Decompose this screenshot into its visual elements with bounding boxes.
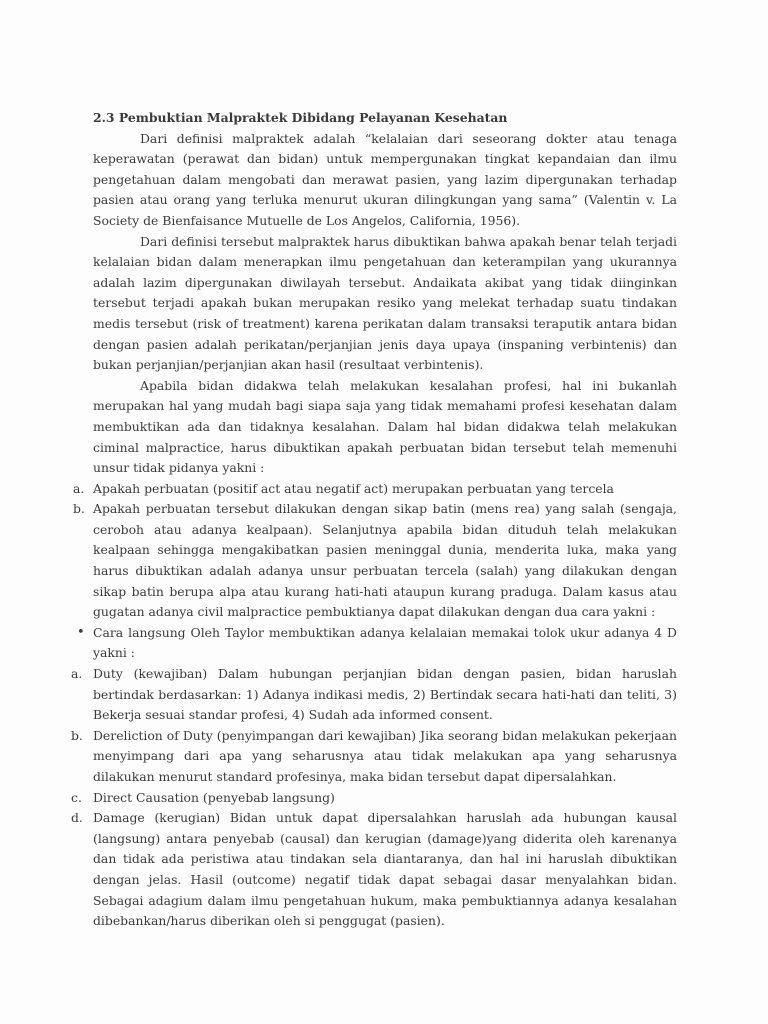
sublist-item-c [71,788,677,809]
document-content [71,108,677,932]
list-marker: d. [71,810,83,826]
list-marker: b. [71,727,83,743]
sublist-item-b [71,726,677,788]
list-text: Duty (kewajiban) Dalam hubungan perjanjian bidan dengan pasien, bidan haruslah bertindak berdasarkan: 1) Adanya indikasi medis, 2) Bertindak secara hati-hati dan teliti, 3) Bekerja sesuai standar profesi, 4) Sudah ada informed consent. [93,666,677,723]
list-item-a [73,479,677,500]
list-marker: a. [71,666,83,682]
list-item-b [73,499,677,623]
sublist-item-d [71,808,677,932]
list-text: Apakah perbuatan (positif act atau negatif act) merupakan perbuatan yang tercela [93,480,614,496]
list-text: Damage (kerugian) Bidan untuk dapat dipersalahkan haruslah ada hubungan kausal (langsung) antara penyebab (causal) dan kerugian (damage)yang diderita oleh karenanya dan tidak ada peristiwa atau tindakan sela diantaranya, dan hal ini haruslah dibuktikan dengan jelas. Hasil (outcome) negatif tidak dapat sebagai dasar menyalahkan bidan. Sebagai adagium dalam ilmu pengetahuan hukum, maka pembuktiannya adanya kesalahan dibebankan/harus diberikan oleh si penggugat (pasien). [93,810,677,929]
paragraph-1: Dari definisi malpraktek adalah “kelalaian dari seseorang dokter atau tenaga keperawatan (perawat dan bidan) untuk mempergunakan tingkat kepandaian dan ilmu pengetahuan dalam mengobati dan merawat pasien, yang lazim dipergunakan terhadap pasien atau orang yang terluka menurut ukuran dilingkungan yang sama” (Valentin v. La Society de Bienfaisance Mutuelle de Los Angelos, California, 1956). [93,130,677,228]
list-text: Dereliction of Duty (penyimpangan dari kewajiban) Jika seorang bidan melakukan pekerjaan menyimpang dari apa yang seharusnya atau tidak melakukan apa yang seharusnya dilakukan menurut standard profesinya, maka bidan tersebut dapat dipersalahkan. [93,727,677,784]
bullet-item [77,623,677,664]
list-marker: c. [71,789,82,805]
paragraph-3: Apabila bidan didakwa telah melakukan kesalahan profesi, hal ini bukanlah merupakan hal yang mudah bagi siapa saja yang tidak memahami profesi kesehatan dalam membuktikan ada dan tidaknya kesalahan. Dalam hal bidan didakwa telah melakukan ciminal malpractice, harus dibuktikan apakah perbuatan bidan tersebut telah memenuhi unsur tidak pidanya yakni : [93,377,677,476]
bullet-text: Cara langsung Oleh Taylor membuktikan adanya kelalaian memakai tolok ukur adanya 4 D yakni : [93,624,677,661]
bullet-icon: • [77,624,85,640]
list-marker: a. [73,480,85,496]
paragraph-2: Dari definisi tersebut malpraktek harus dibuktikan bahwa apakah benar telah terjadi kelalaian bidan dalam menerapkan ilmu pengetahuan dan keterampilan yang ukurannya adalah lazim dipergunakan diwilayah tersebut. Andaikata akibat yang tidak diinginkan tersebut terjadi apakah bukan merupakan resiko yang melekat terhadap suatu tindakan medis tersebut (risk of treatment) karena perikatan dalam transaksi teraputik antara bidan dengan pasien adalah perikatan/perjanjian jenis daya upaya (inspaning verbintenis) dan bukan perjanjian/perjanjian akan hasil (resultaat verbintenis). [93,233,677,373]
sublist-item-a [71,664,677,726]
section-heading: 2.3 Pembuktian Malpraktek Dibidang Pelayanan Kesehatan [93,110,508,125]
list-text: Direct Causation (penyebab langsung) [93,789,335,805]
list-marker: b. [73,501,85,517]
list-text: Apakah perbuatan tersebut dilakukan dengan sikap batin (mens rea) yang salah (sengaja, ceroboh atau adanya kealpaan). Selanjutnya apabila bidan dituduh telah melakukan kealpaan sehingga mengakibatkan pasien meninggal dunia, menderita luka, maka yang harus dibuktikan adalah adanya unsur perbuatan tercela (salah) yang dilakukan dengan sikap batin berupa alpa atau kurang hati-hati ataupun kurang praduga. Dalam kasus atau gugatan adanya civil malpractice pembuktianya dapat dilakukan dengan dua cara yakni : [93,501,677,620]
